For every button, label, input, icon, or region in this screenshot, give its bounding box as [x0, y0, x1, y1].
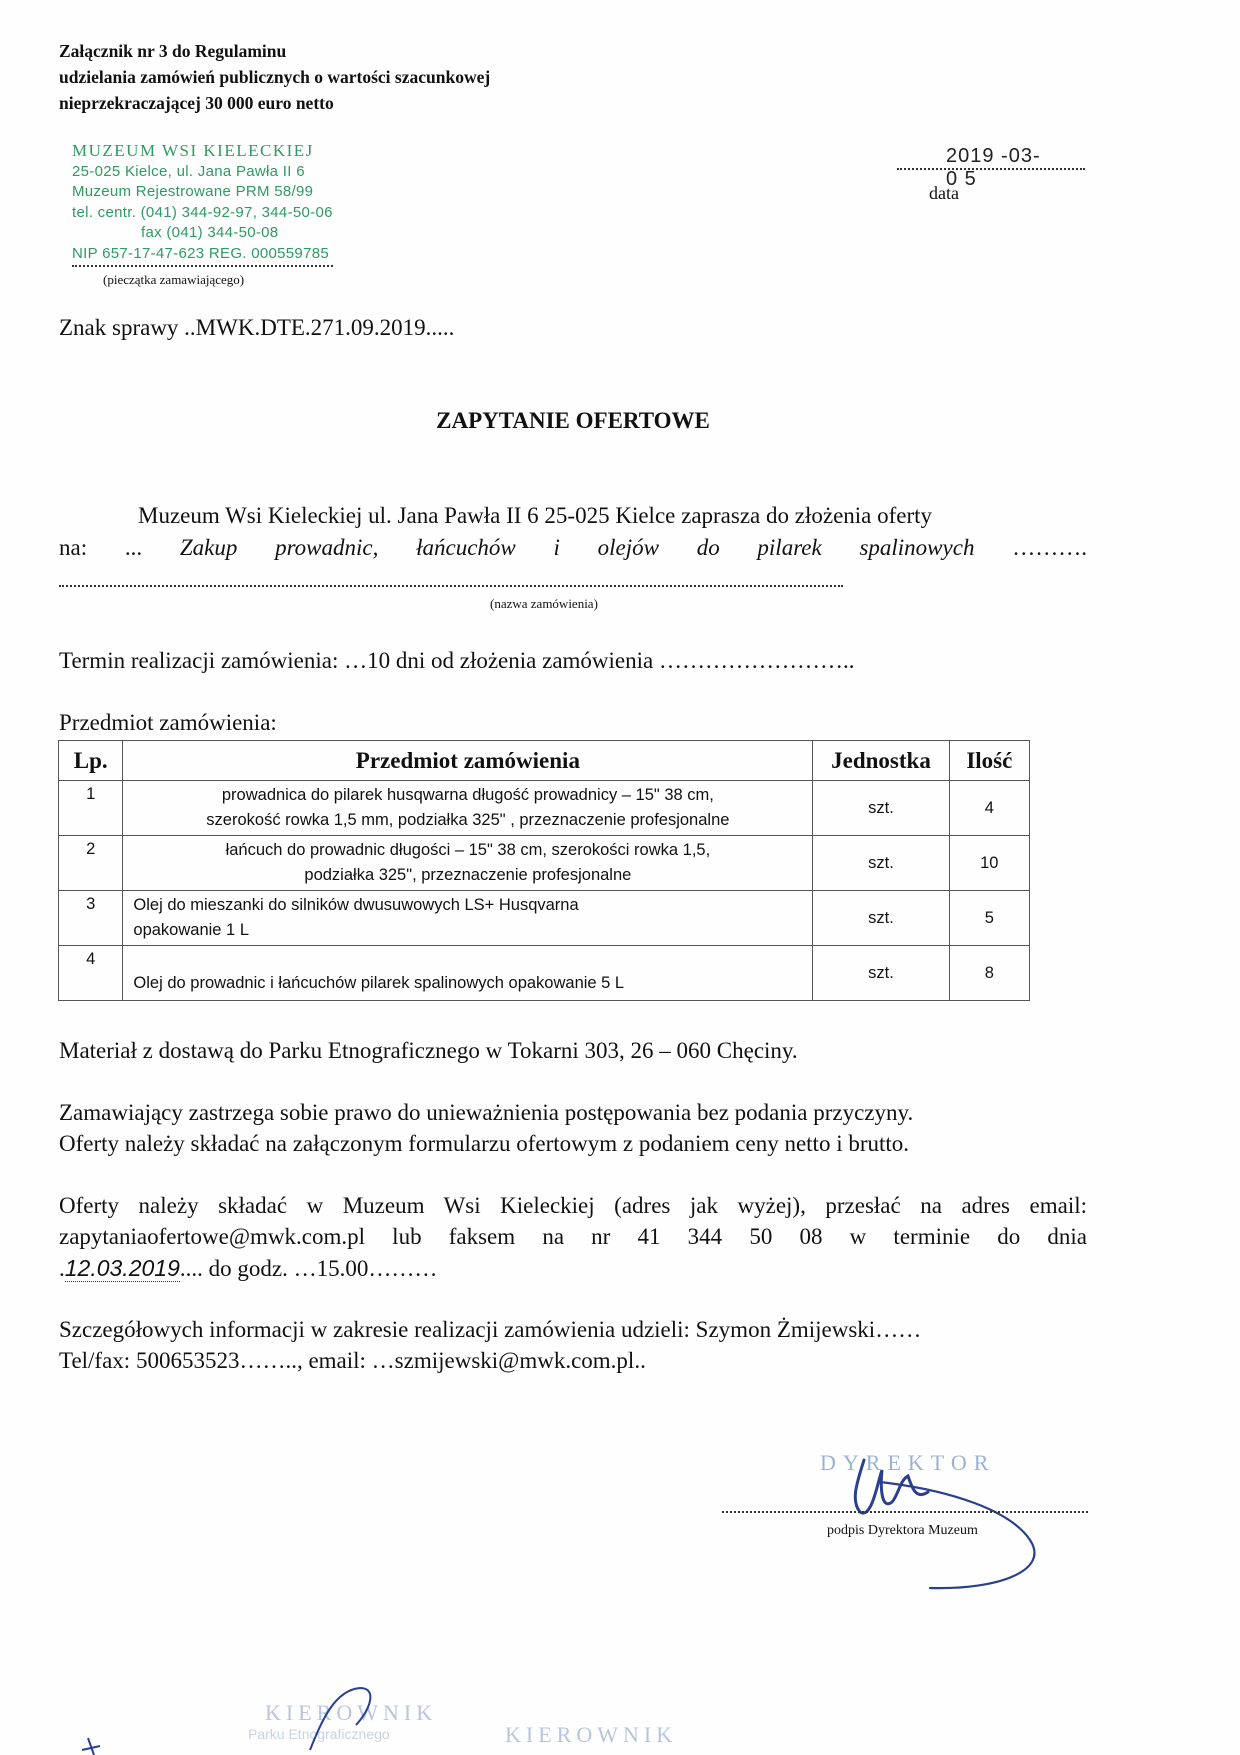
- order-name-word: łańcuchów: [416, 535, 516, 560]
- row-description-line: opakowanie 1 L: [133, 921, 249, 939]
- order-name-word: spalinowych: [859, 535, 975, 560]
- signature-dotted-line: [722, 1505, 1088, 1513]
- order-name-word: Zakup: [179, 535, 238, 560]
- row-description-line: szerokość rowka 1,5 mm, podziałka 325" , przeznaczenie profesjonalne: [206, 811, 730, 829]
- table-row: [59, 836, 1030, 891]
- attachment-header-line: udzielania zamówień publicznych o wartości szacunkowej: [59, 67, 491, 87]
- row-description: [123, 946, 813, 1001]
- offers-date-suffix: .... do godz. …15.00………: [179, 1256, 438, 1281]
- date-value: 2019 -03- 0 5: [946, 145, 1041, 190]
- row-number: 1: [59, 781, 123, 836]
- row-description-line: łańcuch do prowadnic długości – 15" 38 cm, szerokości rowka 1,5,: [225, 841, 711, 859]
- order-name-word: ...: [124, 535, 143, 560]
- row-number: 4: [59, 946, 123, 1001]
- stamp-line: 25-025 Kielce, ul. Jana Pawła II 6: [72, 162, 305, 180]
- order-name-word: olejów: [597, 535, 659, 560]
- row-quantity: 5: [949, 891, 1029, 946]
- order-name-word: pilarek: [757, 535, 822, 560]
- offers-line: zapytaniaofertowe@mwk.com.pl lub faksem na nr 41 344 50 08 w terminie do dnia: [59, 1224, 1087, 1249]
- order-name-prefix: na:: [59, 535, 88, 560]
- order-name-caption: (nazwa zamówienia): [490, 596, 598, 611]
- row-description-line: podziałka 325", przeznaczenie profesjonalne: [304, 866, 632, 884]
- row-description: [123, 836, 813, 891]
- reservation-line: Zamawiający zastrzega sobie prawo do unieważnienia postępowania bez podania przyczyny.: [59, 1100, 914, 1125]
- row-unit: szt.: [813, 836, 949, 891]
- order-name-line: [59, 535, 1087, 561]
- row-description-line: Olej do prowadnic i łańcuchów pilarek spalinowych opakowanie 5 L: [133, 973, 625, 992]
- date-dotted-line: [897, 158, 1085, 170]
- column-header-unit: Jednostka: [813, 741, 949, 781]
- offers-date-prefix: .: [59, 1256, 65, 1281]
- director-stamp: DYREKTOR: [820, 1450, 996, 1475]
- column-header-quantity: Ilość: [949, 741, 1029, 781]
- contact-line: Tel/fax: 500653523…….., email: …szmijewski@mwk.com.pl..: [59, 1348, 646, 1373]
- date-caption: data: [929, 183, 959, 203]
- document-title: ZAPYTANIE OFERTOWE: [436, 408, 710, 433]
- column-header-lp: Lp.: [59, 741, 123, 781]
- order-name-word: prowadnic,: [275, 535, 379, 560]
- table-row: [59, 946, 1030, 1001]
- row-description-line: [133, 951, 802, 971]
- subject-label: Przedmiot zamówienia:: [59, 710, 277, 735]
- offers-handwritten-date: 12.03.2019: [64, 1255, 180, 1281]
- offers-line: Oferty należy składać w Muzeum Wsi Kieleckiej (adres jak wyżej), przesłać na adres email:: [59, 1193, 1087, 1218]
- case-number: Znak sprawy ..MWK.DTE.271.09.2019.....: [59, 315, 455, 340]
- stamp-line: fax (041) 344-50-08: [141, 224, 279, 242]
- column-header-subject: Przedmiot zamówienia: [123, 741, 813, 781]
- signature-caption: podpis Dyrektora Muzeum: [827, 1523, 978, 1538]
- bottom-stamp-right: KIEROWNIK: [505, 1722, 678, 1747]
- row-quantity: 8: [949, 946, 1029, 1001]
- row-unit: szt.: [813, 946, 949, 1001]
- table-header-row: [59, 741, 1030, 781]
- offers-deadline-line: [59, 1255, 437, 1282]
- row-number: 2: [59, 836, 123, 891]
- row-quantity: 10: [949, 836, 1029, 891]
- intro-line: Muzeum Wsi Kieleckiej ul. Jana Pawła II 6 25-025 Kielce zaprasza do złożenia oferty: [138, 503, 933, 528]
- row-unit: szt.: [813, 781, 949, 836]
- stamp-line: tel. centr. (041) 344-92-97, 344-50-06: [72, 203, 333, 221]
- order-name-word: i: [553, 535, 560, 560]
- stamp-line: Muzeum Rejestrowane PRM 58/99: [72, 183, 314, 201]
- order-name-dotted-line: [59, 575, 843, 587]
- row-description-line: Olej do mieszanki do silników dwusuwowych LS+ Husqvarna: [133, 896, 579, 914]
- stamp-line: NIP 657-17-47-623 REG. 000559785: [72, 244, 333, 267]
- order-name-word: do: [696, 535, 720, 560]
- order-name-word: ……….: [1012, 535, 1087, 560]
- row-number: 3: [59, 891, 123, 946]
- reservation-line: Oferty należy składać na załączonym formularzu ofertowym z podaniem ceny netto i brutto.: [59, 1131, 910, 1156]
- row-unit: szt.: [813, 891, 949, 946]
- contact-line: Szczegółowych informacji w zakresie realizacji zamówienia udzieli: Szymon Żmijewski……: [59, 1317, 922, 1342]
- attachment-header-line: Załącznik nr 3 do Regulaminu: [59, 41, 287, 61]
- bottom-stamp-left-sub: Parku Etnograficznego: [248, 1726, 390, 1742]
- bottom-signatures: [60, 1680, 400, 1755]
- stamp-line: MUZEUM WSI KIELECKIEJ: [72, 141, 314, 160]
- row-description: [123, 781, 813, 836]
- row-quantity: 4: [949, 781, 1029, 836]
- row-description-line: prowadnica do pilarek husqwarna długość prowadnicy – 15" 38 cm,: [221, 786, 714, 804]
- bottom-stamp-left: KIEROWNIK: [265, 1700, 438, 1725]
- table-row: [59, 781, 1030, 836]
- delivery-note: Materiał z dostawą do Parku Etnograficznego w Tokarni 303, 26 – 060 Chęciny.: [59, 1038, 798, 1063]
- stamp-caption: (pieczątka zamawiającego): [103, 272, 245, 287]
- table-row: [59, 891, 1030, 946]
- row-description: [123, 891, 813, 946]
- attachment-header-line: nieprzekraczającej 30 000 euro netto: [59, 93, 334, 113]
- director-signature: [800, 1440, 1070, 1600]
- attachment-header: [59, 38, 490, 116]
- order-items-table: [58, 740, 1030, 1001]
- completion-deadline: Termin realizacji zamówienia: …10 dni od złożenia zamówienia ……………………..: [59, 648, 855, 673]
- institution-stamp: [72, 141, 333, 267]
